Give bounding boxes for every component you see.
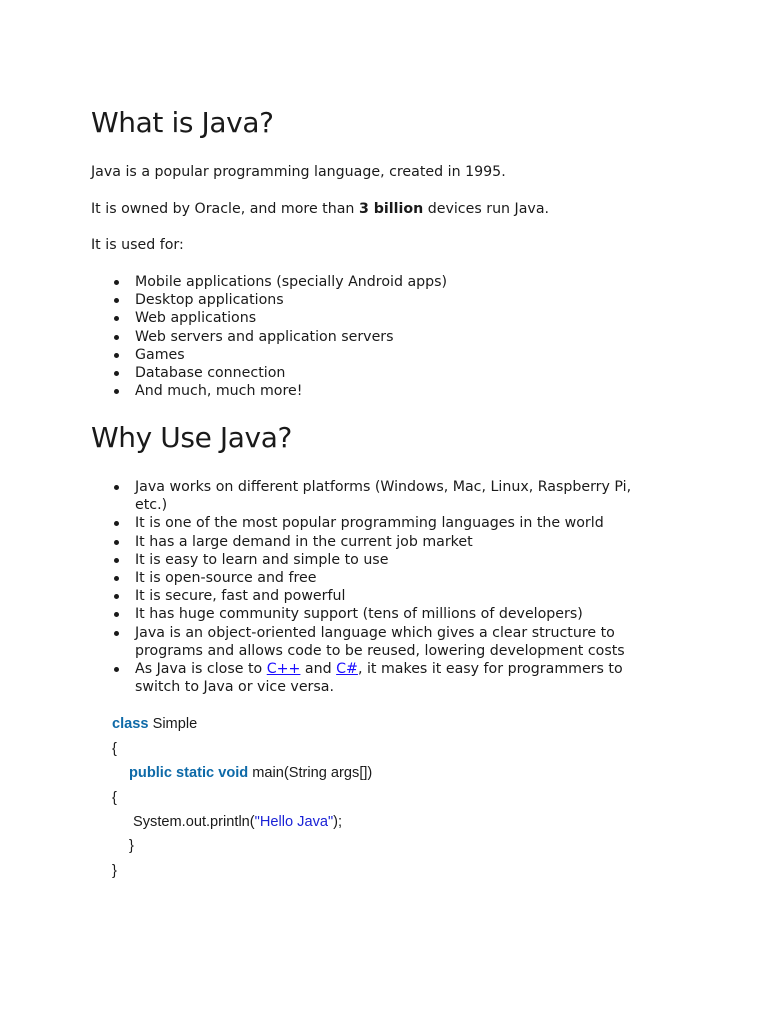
ownership-suffix: devices run Java. xyxy=(423,201,550,217)
heading-why-use-java: Why Use Java? xyxy=(91,421,292,454)
list-item: Mobile applications (specially Android apps) xyxy=(91,273,651,291)
println-suffix: ); xyxy=(333,814,343,830)
intro-paragraph: Java is a popular programming language, created in 1995. xyxy=(91,164,506,180)
list-item: Games xyxy=(91,346,651,364)
println-string: "Hello Java" xyxy=(254,814,334,830)
list-item: It is secure, fast and powerful xyxy=(91,587,651,605)
cpp-link[interactable]: C++ xyxy=(266,661,301,678)
reason-last-prefix: As Java is close to xyxy=(135,661,267,678)
uses-list xyxy=(91,273,651,400)
list-item: It is open-source and free xyxy=(91,569,651,587)
ownership-prefix: It is owned by Oracle, and more than xyxy=(91,201,359,217)
list-item: It has a large demand in the current job market xyxy=(91,533,651,551)
code-line-class xyxy=(112,716,197,732)
list-item-cpp-csharp xyxy=(91,660,651,696)
code-line-open-brace: { xyxy=(112,741,117,757)
csharp-link[interactable]: C# xyxy=(336,661,358,678)
heading-what-is-java: What is Java? xyxy=(91,106,274,139)
reason-last-suffix: , it makes it easy for programmers to switch to Java or vice versa. xyxy=(135,661,623,696)
reasons-list xyxy=(91,478,651,696)
class-name: Simple xyxy=(148,716,198,732)
used-for-paragraph: It is used for: xyxy=(91,237,184,253)
code-line-open-brace-2: { xyxy=(112,790,117,806)
reason-last-and: and xyxy=(300,661,337,678)
code-line-main xyxy=(129,765,372,781)
keyword-class: class xyxy=(112,716,149,732)
list-item: It is one of the most popular programming languages in the world xyxy=(91,514,651,532)
list-item: Web servers and application servers xyxy=(91,328,651,346)
list-item: It has huge community support (tens of millions of developers) xyxy=(91,605,651,623)
keyword-public-static-void: public static void xyxy=(129,765,249,781)
main-signature: main(String args[]) xyxy=(248,765,373,781)
list-item: Java is an object-oriented language which gives a clear structure to programs and allows code to be reused, lowering development costs xyxy=(91,624,651,660)
list-item: It is easy to learn and simple to use xyxy=(91,551,651,569)
code-line-println xyxy=(133,814,342,830)
code-line-close-brace-outer: } xyxy=(112,863,117,879)
list-item: And much, much more! xyxy=(91,382,651,400)
code-line-close-brace-inner: } xyxy=(129,838,134,854)
list-item: Database connection xyxy=(91,364,651,382)
list-item: Java works on different platforms (Windows, Mac, Linux, Raspberry Pi, etc.) xyxy=(91,478,651,514)
ownership-bold-count: 3 billion xyxy=(358,201,424,217)
list-item: Desktop applications xyxy=(91,291,651,309)
ownership-paragraph xyxy=(91,200,549,218)
list-item: Web applications xyxy=(91,309,651,327)
println-prefix: System.out.println( xyxy=(133,814,255,830)
